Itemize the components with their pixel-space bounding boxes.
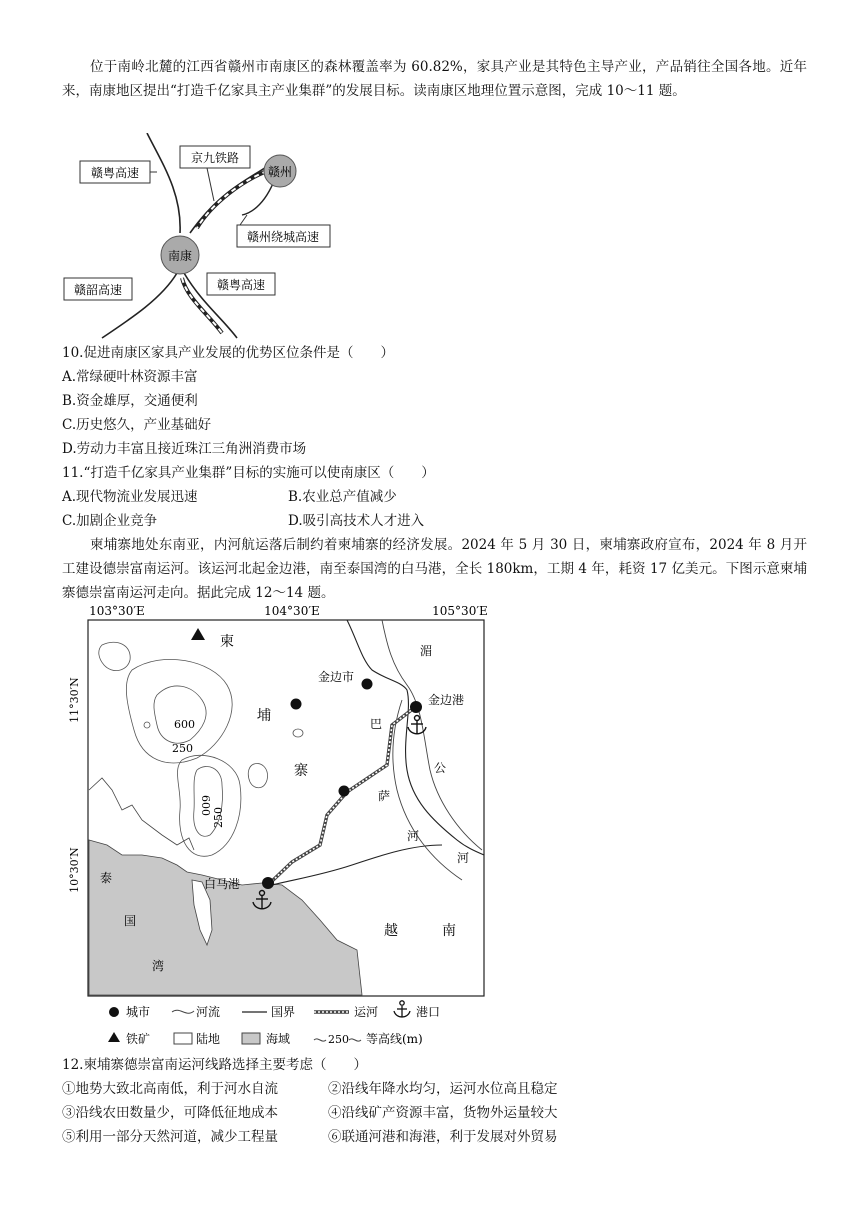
q12-option-6: ⑥联通河港和海港，利于发展对外贸易 <box>328 1129 558 1145</box>
q12-stem: 12.柬埔寨德崇富南运河线路选择主要考虑（ ） <box>62 1057 367 1073</box>
label-pu: 埔 <box>257 708 271 724</box>
legend-city: 城市 <box>126 1005 151 1019</box>
lat-label-11-30: 11°30′N <box>68 677 81 723</box>
lon-label-103-30: 103°30′E <box>89 604 145 618</box>
label-ba: 巴 <box>370 717 383 731</box>
cambodia-canal-map <box>62 600 492 1050</box>
jinbiangang-marker <box>410 701 422 713</box>
label-jinbiangang: 金边港 <box>428 693 465 707</box>
q11-option-d: D.吸引高技术人才进入 <box>288 513 425 529</box>
q12-option-2: ②沿线年降水均匀，运河水位高且稳定 <box>328 1081 558 1097</box>
q11-stem: 11.“打造千亿家具产业集群”目标的实施可以使南康区（ ） <box>62 465 435 481</box>
nankang-label: 南康 <box>167 249 193 263</box>
label-yue: 越 <box>384 923 398 939</box>
q11-option-c: C.加剧企业竞争 <box>62 513 158 529</box>
label-sa: 萨 <box>378 789 391 803</box>
lon-label-105-30: 105°30′E <box>432 604 488 618</box>
lon-label-104-30: 104°30′E <box>264 604 320 618</box>
ganzhou-label: 赣州 <box>267 165 293 179</box>
q12-option-3: ③沿线农田数量少，可降低征地成本 <box>62 1105 278 1121</box>
q10-option-a: A.常绿硬叶林资源丰富 <box>62 369 198 385</box>
label-tai: 泰 <box>100 871 113 885</box>
contour-label-600-north: 600 <box>174 718 195 731</box>
legend-sea: 海域 <box>266 1032 291 1046</box>
legend-land: 陆地 <box>196 1032 221 1046</box>
q10-option-c: C.历史悠久，产业基础好 <box>62 417 212 433</box>
contour-label-250-north: 250 <box>172 742 193 755</box>
legend-contour: 等高线(m) <box>366 1032 423 1046</box>
q10-option-d: D.劳动力丰富且接近珠江三角洲消费市场 <box>62 441 307 457</box>
ganyue-label-south: 赣粤高速 <box>216 278 266 292</box>
q12-option-1: ①地势大致北高南低，利于河水自流 <box>62 1081 278 1097</box>
legend-river: 河流 <box>196 1005 221 1019</box>
ganshao-label: 赣韶高速 <box>73 283 123 297</box>
label-baimagang: 白马港 <box>204 877 241 891</box>
contour-label-250-south: 250 <box>212 807 225 828</box>
lat-label-10-30: 10°30′N <box>68 847 81 893</box>
label-mei: 湄 <box>420 644 433 658</box>
raocheng-label: 赣州绕城高速 <box>246 230 320 244</box>
ganyue-label-north: 赣粤高速 <box>90 166 140 180</box>
q12-option-5: ⑤利用一部分天然河道，减少工程量 <box>62 1129 278 1145</box>
label-gong: 公 <box>434 761 447 775</box>
city-marker-west <box>291 699 302 710</box>
legend-canal: 运河 <box>354 1005 379 1019</box>
legend-contour-value: 250 <box>328 1033 349 1046</box>
city-marker-mid <box>339 786 350 797</box>
q10-stem: 10.促进南康区家具产业发展的优势区位条件是（ ） <box>62 345 394 361</box>
label-zhai: 寨 <box>294 763 308 779</box>
baimagang-marker <box>262 877 274 889</box>
jinbianshi-marker <box>362 679 373 690</box>
q10-option-b: B.资金雄厚，交通便利 <box>62 393 198 409</box>
jingjiu-label: 京九铁路 <box>190 151 240 165</box>
q11-option-b: B.农业总产值减少 <box>288 489 397 505</box>
legend-mine: 铁矿 <box>126 1032 151 1046</box>
legend-border: 国界 <box>271 1005 296 1019</box>
label-jian: 柬 <box>220 634 234 650</box>
label-he-1: 河 <box>407 829 420 843</box>
nankang-location-map <box>62 133 342 343</box>
legend-anchor-icon <box>394 1001 410 1017</box>
q12-option-4: ④沿线矿产资源丰富，货物外运量较大 <box>328 1105 558 1121</box>
q11-option-a: A.现代物流业发展迅速 <box>62 489 198 505</box>
ganyue-expressway-north <box>147 133 180 233</box>
contour-label-600-south: 600 <box>199 795 212 816</box>
legend-port: 港口 <box>416 1005 441 1019</box>
label-guo: 国 <box>124 914 137 928</box>
label-wan: 湾 <box>152 959 165 973</box>
label-jinbianshi: 金边市 <box>318 670 355 684</box>
intro-paragraph-1: 位于南岭北麓的江西省赣州市南康区的森林覆盖率为 60.82%，家具产业是其特色主导产业，产品销往全国各地。近年来，南康地区提出“打造千亿家具主产业集群”的发展目标。读南康区地理位置示意图，完成 10～11 题。 <box>62 59 807 99</box>
intro-paragraph-2: 柬埔寨地处东南亚，内河航运落后制约着柬埔寨的经济发展。2024 年 5 月 30 日，柬埔寨政府宣布，2024 年 8 月开工建设德崇富南运河。该运河北起金边港，南至泰国湾的白马港，全长 180km，工期 4 年，耗资 17 亿美元。下图示意柬埔寨德崇富南运河走向。据此完成 12～14 题。 <box>62 537 807 601</box>
label-he-2: 河 <box>457 851 470 865</box>
label-nan: 南 <box>442 923 456 939</box>
